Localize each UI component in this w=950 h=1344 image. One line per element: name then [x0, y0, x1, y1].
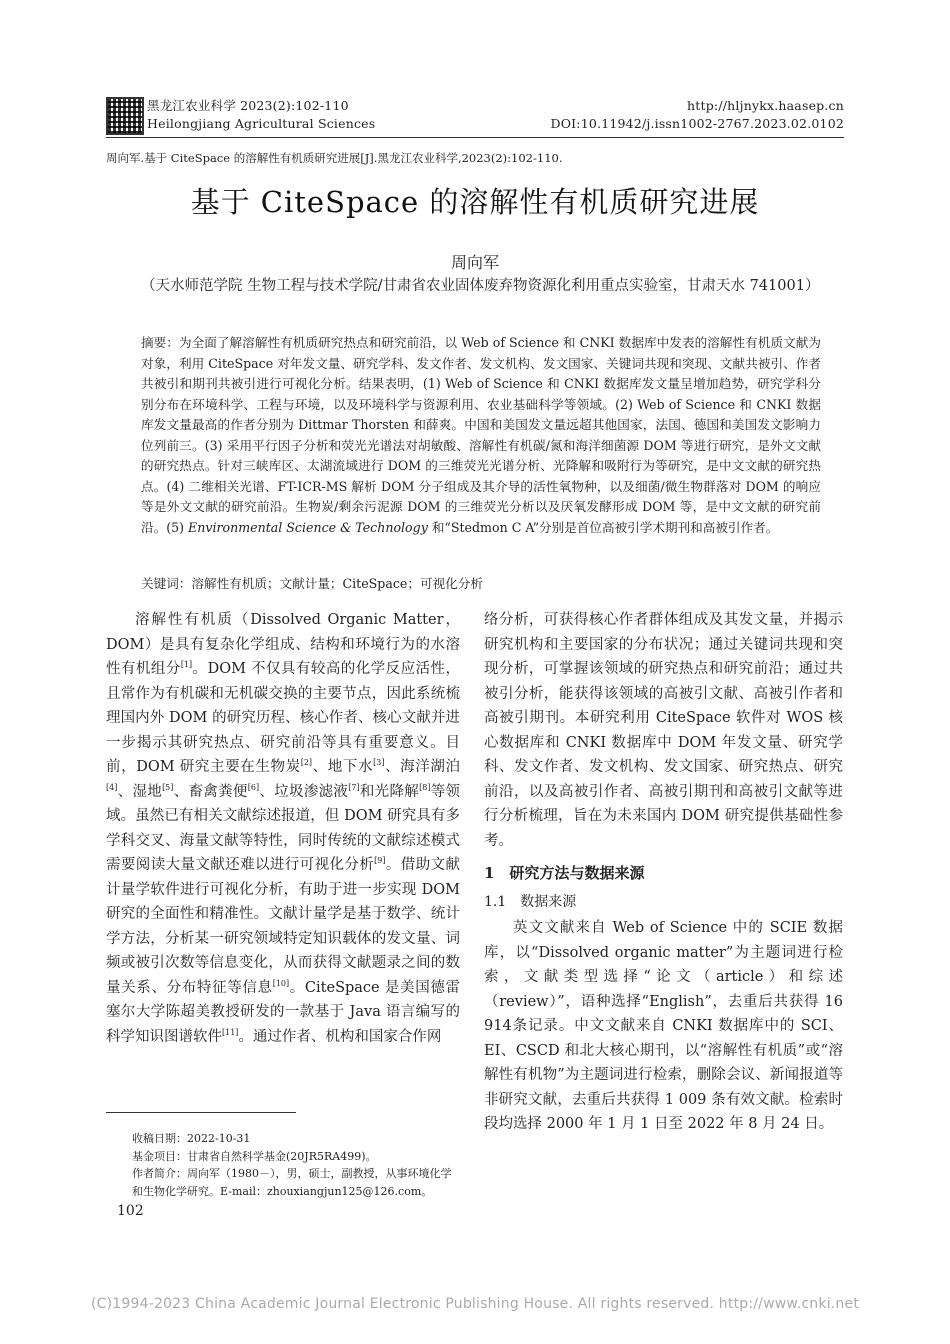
journal-header-left: [147, 97, 375, 133]
copyright-footer: (C)1994-2023 China Academic Journal Electronic Publishing House. All rights reserved. http://www.cnki.net: [90, 1296, 860, 1312]
ref-11[interactable]: [11]: [222, 1027, 239, 1037]
keywords: 关键词：溶解性有机质；文献计量；CiteSpace；可视化分析: [141, 576, 483, 591]
subsection-heading-1-1: 1.1 数据来源: [484, 893, 577, 910]
body-text: 。通过作者、机构和国家合作网: [238, 1028, 442, 1045]
fund-info: 基金项目：甘肃省自然科学基金(20JR5RA499)。: [132, 1149, 377, 1163]
body-text: 、垃圾渗滤液: [259, 783, 349, 800]
ref-9[interactable]: [9]: [374, 856, 386, 866]
page-number: 102: [117, 1203, 144, 1219]
received-date: 收稿日期：2022-10-31: [132, 1132, 251, 1145]
journal-url[interactable]: http://hljnykx.haasep.cn: [687, 98, 844, 113]
abstract: [141, 333, 821, 538]
ref-10[interactable]: [10]: [272, 978, 290, 988]
author-bio: 作者简介：周向军（1980－），男，硕士，副教授，从事环境化学和生物化学研究。E-mail：zhouxiangjun125@126.com。: [132, 1167, 452, 1198]
body-text: 等领域。虽然已有相关文献综述报道，但 DOM 研究具有多学科交叉、海量文献等特性，同时传统的文献综述模式需要阅读大量文献还难以进行可视化分析: [106, 783, 461, 873]
journal-name-cn: 黑龙江农业科学 2023(2):102-110: [147, 98, 349, 113]
journal-header-right: [551, 97, 845, 133]
abstract-text-2: 和“Stedmon C A”分别是首位高被引学术期刊和高被引作者。: [427, 519, 779, 535]
ref-3[interactable]: [3]: [373, 758, 385, 768]
header-divider: [106, 137, 844, 138]
body-text: 和光降解: [359, 783, 420, 800]
footnote-divider: [106, 1112, 296, 1113]
journal-name-en: Heilongjiang Agricultural Sciences: [147, 116, 376, 131]
ref-4[interactable]: [4]: [106, 782, 118, 792]
data-source-paragraph: 英文文献来自 Web of Science 中的 SCIE 数据库，以“Dissolved organic matter”为主题词进行检索，文献类型选择“论文（article）和综述（review）”，语种选择“English”，去重后共获得 16 914条记录。中文文献来自 CNKI 数据库中的 SCI、EI、CSCD 和北大核心期刊，以“溶解性有机质”或“溶解性有机物”为主题词进行检索，删除会议、新闻报道等非研究文献，去重后共获得 1 009 条有效文献。检索时段均选择 2000 年 1 月 1 日至 2022 年 8 月 24 日。: [484, 920, 843, 1132]
journal-doi[interactable]: DOI:10.11942/j.issn1002-2767.2023.02.0102: [550, 116, 844, 131]
ref-2[interactable]: [2]: [300, 758, 313, 768]
paper-title: 基于 CiteSpace 的溶解性有机质研究进展: [190, 185, 760, 219]
body-text: 。DOM 不仅具有较高的化学反应活性，且常作为有机碳和无机碳交换的主要节点，因此系统梳理国内外 DOM 的研究历程、核心作者、核心文献并进一步揭示其研究热点、研究前沿等具有重要意义。目前，DOM 研究主要在生物炭: [106, 661, 461, 775]
ref-1[interactable]: [1]: [180, 660, 193, 670]
body-text: 溶解性有机质（Dissolved Organic Matter，DOM）是具有复杂化学组成、结构和环境行为的水溶性有机组分: [106, 612, 460, 677]
body-text: 、湿地: [117, 783, 163, 800]
abstract-journal-name: Environmental Science & Technology: [188, 519, 428, 535]
body-text: 、海洋湖泊: [384, 759, 461, 775]
section-heading-1: 1 研究方法与数据来源: [484, 864, 645, 882]
body-text: 。借助文献计量学软件进行可视化分析，有助于进一步实现 DOM 研究的全面性和精准性。文献计量学是基于数学、统计学方法，分析某一研究领域特定知识载体的发文量、词频或被引次数等信息变化，从而获得文献题录之间的数量关系、分布特征等信息: [106, 857, 461, 996]
footnotes: [132, 1130, 462, 1200]
ref-7[interactable]: [7]: [348, 782, 360, 792]
body-text: 。CiteSpace 是美国德雷塞尔大学陈超美教授研发的一款基于 Java 语言编写的科学知识图谱软件: [106, 979, 461, 1045]
abstract-text-1: 摘要：为全面了解溶解性有机质研究热点和研究前沿，以 Web of Science 和 CNKI 数据库中发表的溶解性有机质文献为对象，利用 CiteSpace 对年发文量、研究学科、发文作者、发文机构、发文国家、关键词共现和突现、文献共被引、作者共被引和期刊共被引进行可视化分析。结果表明，(1) Web of Science 和 CNKI 数据库发文量呈增加趋势，研究学科分别分布在环境科学、工程与环境，以及环境科学与资源利用、农业基础科学等领域。(2) Web of Science 和 CNKI 数据库发文量最高的作者分别为 Dittmar Thorsten 和薛爽。中国和美国发文量远超其他国家，法国、德国和美国发文影响力位列前三。(3) 采用平行因子分析和荧光光谱法对胡敏酸、溶解性有机碳/氮和海洋细菌源 DOM 等进行研究，是外文文献的研究热点。针对三峡库区、太湖流域进行 DOM 的三维荧光光谱分析、光降解和吸附行为等研究，是中文文献的研究热点。(4) 二维相关光谱、FT-ICR-MS 解析 DOM 分子组成及其介导的活性氧物种，以及细菌/微生物群落对 DOM 的响应等是外文文献的研究前沿。生物炭/剩余污泥源 DOM 的三维荧光分析以及厌氧发酵形成 DOM 等，是中文文献的研究前沿。(5): [141, 335, 821, 535]
ref-5[interactable]: [5]: [162, 782, 174, 792]
intro-continuation: 络分析，可获得核心作者群体组成及其发文量，并揭示研究机构和主要国家的分布状况；通过关键词共现和突现分析，可掌握该领域的研究热点和研究前沿；通过共被引分析，能获得该领域的高被引文献、高被引作者和高被引期刊。本研究利用 CiteSpace 软件对 WOS 核心数据库和 CNKI 数据库中 DOM 年发文量、研究学科、发文作者、发文机构、发文国家、研究热点、研究前沿，以及高被引作者、高被引期刊和高被引文献等进行分析梳理，旨在为未来国内 DOM 研究提供基础性参考。: [484, 612, 843, 849]
right-column: [484, 608, 843, 1137]
ref-8[interactable]: [8]: [419, 782, 431, 792]
left-column: [106, 608, 460, 1049]
author-name: 周向军: [450, 253, 499, 272]
body-text: 、畜禽粪便: [173, 783, 248, 800]
citation-line: 周向军.基于 CiteSpace 的溶解性有机质研究进展[J].黑龙江农业科学,2023(2):102-110.: [106, 151, 563, 165]
ref-6[interactable]: [6]: [247, 782, 260, 792]
affiliation: （天水师范学院 生物工程与技术学院/甘肃省农业固体废弃物资源化利用重点实验室，甘肃天水 741001）: [141, 278, 820, 294]
qr-code-icon: [106, 97, 144, 135]
body-text: 、地下水: [312, 759, 374, 775]
